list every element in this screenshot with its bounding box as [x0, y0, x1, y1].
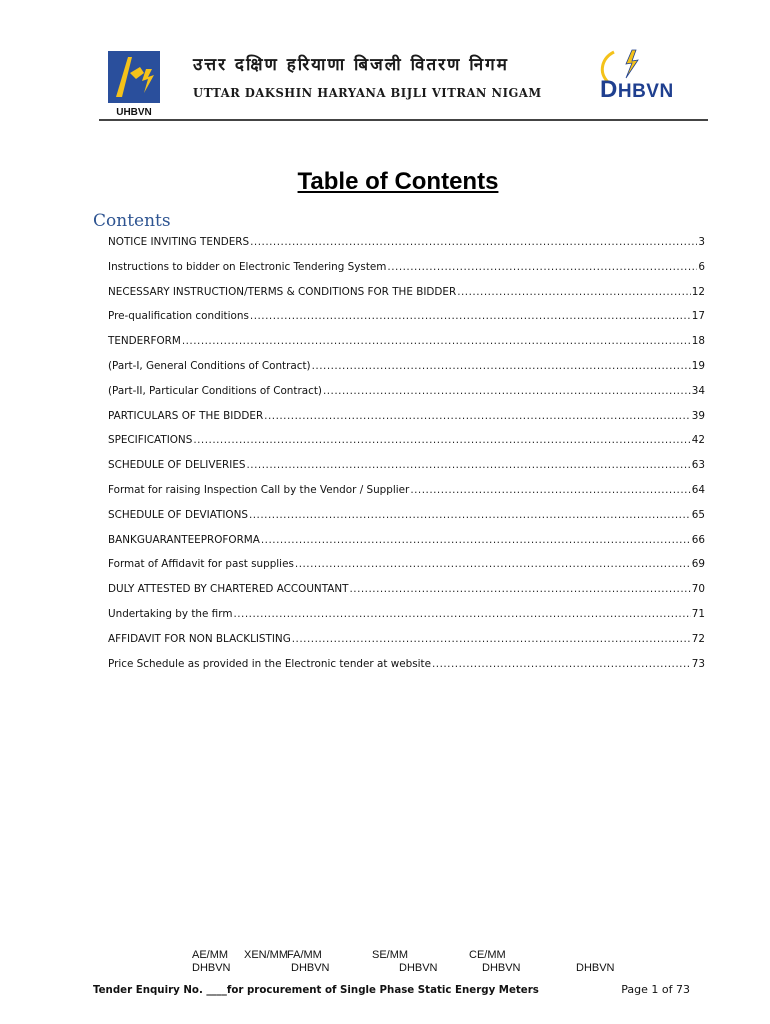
- toc-entry[interactable]: [108, 459, 705, 484]
- dhbvn-logo-rest: HBVN: [617, 81, 674, 102]
- toc-dot-leader: [387, 261, 697, 273]
- page-title: Table of Contents: [297, 168, 499, 195]
- dhbvn-logo-first-letter: D: [600, 76, 618, 103]
- toc-entry-page: 12: [691, 285, 705, 298]
- toc-entry-title: (Part-I, General Conditions of Contract): [108, 359, 311, 372]
- toc-entry-title: Pre-qualification conditions: [108, 310, 249, 323]
- signatory-org: DHBVN: [192, 962, 231, 974]
- toc-entry[interactable]: [108, 484, 705, 509]
- toc-entry-title: Undertaking by the firm: [108, 607, 233, 620]
- signatory-org-row: [192, 962, 632, 975]
- toc-entry-title: Price Schedule as provided in the Electronic tender at website: [108, 657, 431, 670]
- toc-dot-leader: [410, 484, 690, 496]
- signatory-role: CE/MM: [469, 949, 506, 961]
- header-divider: [99, 119, 708, 121]
- toc-dot-leader: [432, 658, 691, 670]
- toc-entry-page: 42: [691, 434, 705, 447]
- toc-entry[interactable]: [108, 509, 705, 534]
- dhbvn-logo-text: [600, 76, 674, 104]
- toc-entry[interactable]: [108, 261, 705, 286]
- toc-dot-leader: [312, 360, 691, 372]
- signatory-org: DHBVN: [576, 962, 615, 974]
- tender-enquiry-line: Tender Enquiry No. ____for procurement of Single Phase Static Energy Meters: [93, 983, 539, 996]
- toc-entry[interactable]: [108, 335, 705, 360]
- toc-entry-title: AFFIDAVIT FOR NON BLACKLISTING: [108, 632, 291, 645]
- signatories-block: [192, 949, 632, 975]
- toc-entry-page: 70: [691, 583, 705, 596]
- toc-entry-title: NOTICE INVITING TENDERS: [108, 236, 250, 248]
- uhbvn-logo: [106, 49, 162, 117]
- toc-dot-leader: [349, 583, 690, 595]
- toc-entry-page: 34: [691, 384, 705, 397]
- toc-dot-leader: [193, 434, 690, 446]
- toc-entry[interactable]: [108, 633, 705, 658]
- org-name-hindi: उत्तर दक्षिण हरियाणा बिजली वितरण निगम: [193, 55, 509, 75]
- page-number: Page 1 of 73: [621, 983, 690, 996]
- toc-entry[interactable]: [108, 558, 705, 583]
- toc-entry-page: 19: [691, 359, 705, 372]
- toc-dot-leader: [323, 385, 691, 397]
- toc-entry-page: 69: [691, 558, 705, 571]
- toc-entry[interactable]: [108, 360, 705, 385]
- toc-entry[interactable]: [108, 658, 705, 683]
- signatory-org: DHBVN: [482, 962, 521, 974]
- toc-entry-title: SCHEDULE OF DELIVERIES: [108, 459, 246, 472]
- toc-entry-page: 66: [691, 533, 705, 546]
- toc-entry-page: 63: [691, 459, 705, 472]
- signatory-role: FA/MM: [287, 949, 322, 961]
- toc-entry-title: DULY ATTESTED BY CHARTERED ACCOUNTANT: [108, 583, 349, 596]
- toc-entry-title: PARTICULARS OF THE BIDDER: [108, 409, 264, 422]
- toc-entry[interactable]: [108, 410, 705, 435]
- toc-entry-title: TENDERFORM: [108, 335, 181, 348]
- toc-entry-title: Instructions to bidder on Electronic Tendering System: [108, 260, 387, 273]
- toc-entry-page: 18: [691, 335, 705, 348]
- toc-entry-page: 71: [691, 607, 705, 620]
- org-name-english: UTTAR DAKSHIN HARYANA BIJLI VITRAN NIGAM: [193, 85, 542, 100]
- toc-dot-leader: [247, 459, 691, 471]
- toc-dot-leader: [249, 509, 691, 521]
- toc-entry[interactable]: [108, 583, 705, 608]
- toc-dot-leader: [250, 310, 691, 322]
- page-header: [0, 0, 770, 122]
- toc-dot-leader: [292, 633, 691, 645]
- toc-entry-page: 17: [691, 310, 705, 323]
- toc-entry-page: 6: [698, 260, 705, 273]
- toc-dot-leader: [261, 534, 691, 546]
- toc-entry[interactable]: [108, 236, 705, 261]
- toc-entry[interactable]: [108, 310, 705, 335]
- toc-entry-title: Format for raising Inspection Call by the Vendor / Supplier: [108, 483, 410, 496]
- signatory-role: AE/MM: [192, 949, 229, 961]
- toc-entry-title: (Part-II, Particular Conditions of Contract): [108, 384, 322, 397]
- toc-dot-leader: [233, 608, 690, 620]
- toc-entry-page: 65: [691, 508, 705, 521]
- lightning-icon: [626, 50, 638, 78]
- toc-dot-leader: [264, 410, 691, 422]
- left-logo-caption: UHBVN: [116, 107, 152, 117]
- toc-entry-title: NECESSARY INSTRUCTION/TERMS & CONDITIONS FOR THE BIDDER: [108, 285, 457, 298]
- table-of-contents: [108, 236, 705, 682]
- signatory-org: DHBVN: [399, 962, 438, 974]
- toc-entry-page: 3: [698, 236, 705, 248]
- toc-entry[interactable]: [108, 434, 705, 459]
- toc-dot-leader: [250, 236, 697, 248]
- toc-entry-page: 72: [691, 632, 705, 645]
- toc-entry-title: Format of Affidavit for past supplies: [108, 558, 294, 571]
- toc-entry-title: BANKGUARANTEEPROFORMA: [108, 533, 260, 546]
- signatory-role: SE/MM: [372, 949, 409, 961]
- signatory-role: XEN/MM: [244, 949, 288, 961]
- toc-entry[interactable]: [108, 534, 705, 559]
- signatory-org: DHBVN: [291, 962, 330, 974]
- contents-heading: Contents: [93, 211, 171, 231]
- toc-entry-page: 39: [691, 409, 705, 422]
- toc-dot-leader: [182, 335, 691, 347]
- toc-entry-title: SCHEDULE OF DEVIATIONS: [108, 508, 248, 521]
- toc-entry[interactable]: [108, 385, 705, 410]
- toc-entry-page: 64: [691, 483, 705, 496]
- toc-dot-leader: [295, 558, 691, 570]
- toc-entry[interactable]: [108, 286, 705, 311]
- signatory-roles-row: [192, 949, 632, 962]
- toc-entry-title: SPECIFICATIONS: [108, 434, 193, 447]
- toc-entry-page: 73: [691, 657, 705, 670]
- toc-entry[interactable]: [108, 608, 705, 633]
- toc-dot-leader: [457, 286, 691, 298]
